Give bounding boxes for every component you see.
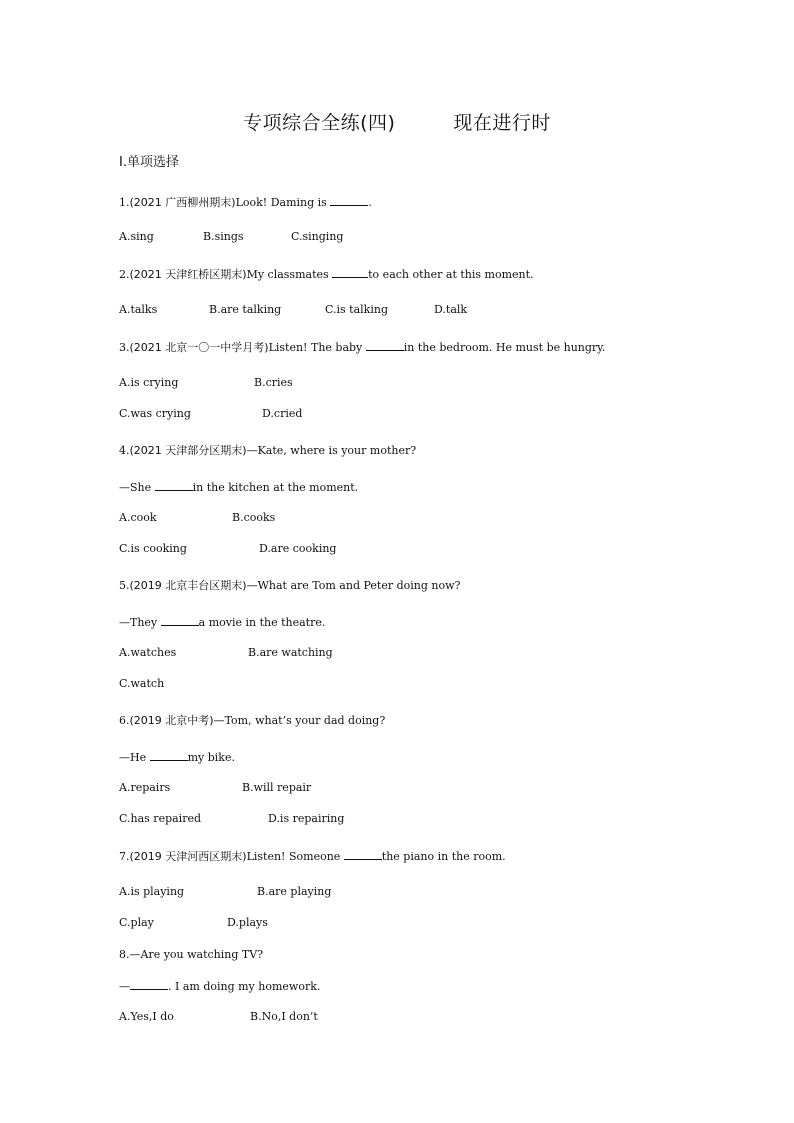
question-text: —Kate, where is your mother?	[246, 444, 417, 457]
question-text: My classmates	[246, 268, 333, 281]
option-d[interactable]: D.are cooking	[259, 542, 337, 555]
option-c[interactable]: C.is talking	[325, 303, 388, 316]
question-text: —What are Tom and Peter doing now?	[246, 579, 461, 592]
question-text: —	[119, 980, 130, 993]
question-text: Listen! The baby	[268, 341, 366, 354]
option-c[interactable]: C.watch	[119, 677, 165, 690]
question-source: (2019 北京丰台区期末)	[129, 579, 247, 592]
question-number: 6.	[119, 714, 130, 727]
question-3-stem	[119, 340, 605, 355]
answer-blank[interactable]	[130, 979, 168, 990]
question-8-stem	[119, 948, 263, 962]
question-text: a movie in the theatre.	[198, 616, 326, 629]
question-text: —He	[119, 751, 150, 764]
question-text: my bike.	[187, 751, 235, 764]
question-source: (2019 北京中考)	[129, 714, 214, 727]
question-number: 4.	[119, 444, 130, 457]
question-number: 1.	[119, 196, 130, 209]
question-text: —Are you watching TV?	[129, 948, 264, 961]
option-b[interactable]: B.are playing	[257, 885, 332, 898]
answer-blank[interactable]	[366, 340, 404, 351]
option-b[interactable]: B.are watching	[248, 646, 333, 659]
option-b[interactable]: B.cooks	[232, 511, 276, 524]
answer-blank[interactable]	[161, 615, 199, 626]
title-main: 专项综合全练(四)	[243, 112, 396, 134]
page-title	[0, 108, 794, 135]
option-b[interactable]: B.No,I don’t	[250, 1010, 318, 1023]
question-number: 7.	[119, 850, 130, 863]
question-text: Look! Daming is	[235, 196, 331, 209]
question-6-line2	[119, 750, 235, 765]
question-text: Listen! Someone	[246, 850, 344, 863]
question-1-stem	[119, 195, 372, 210]
option-b[interactable]: B.sings	[203, 230, 244, 243]
question-2-stem	[119, 267, 534, 282]
option-a[interactable]: A.talks	[119, 303, 158, 316]
answer-blank[interactable]	[330, 195, 368, 206]
question-source: (2021 广西柳州期末)	[129, 196, 236, 209]
option-d[interactable]: D.cried	[262, 407, 303, 420]
question-5-stem	[119, 579, 460, 593]
question-text: the piano in the room.	[381, 850, 506, 863]
option-b[interactable]: B.are talking	[209, 303, 282, 316]
option-d[interactable]: D.plays	[227, 916, 268, 929]
option-d[interactable]: D.is repairing	[268, 812, 345, 825]
question-4-stem	[119, 444, 416, 458]
option-a[interactable]: A.cook	[119, 511, 157, 524]
option-c[interactable]: C.is cooking	[119, 542, 187, 555]
option-a[interactable]: A.sing	[119, 230, 154, 243]
question-8-line2	[119, 979, 320, 994]
option-a[interactable]: A.watches	[119, 646, 177, 659]
question-source: (2021 天津部分区期末)	[129, 444, 247, 457]
question-text: in the bedroom. He must be hungry.	[403, 341, 606, 354]
question-4-line2	[119, 480, 358, 495]
answer-blank[interactable]	[155, 480, 193, 491]
question-number: 3.	[119, 341, 130, 354]
question-number: 8.	[119, 948, 130, 961]
question-text: .	[368, 196, 372, 209]
question-text: —Tom, what’s your dad doing?	[213, 714, 386, 727]
question-source: (2019 天津河西区期末)	[129, 850, 247, 863]
section-heading: Ⅰ.单项选择	[119, 155, 179, 170]
answer-blank[interactable]	[344, 849, 382, 860]
answer-blank[interactable]	[332, 267, 368, 278]
question-text: —She	[119, 481, 155, 494]
question-text: —They	[119, 616, 161, 629]
option-c[interactable]: C.singing	[291, 230, 344, 243]
question-text: . I am doing my homework.	[168, 980, 321, 993]
option-a[interactable]: A.is crying	[119, 376, 179, 389]
option-d[interactable]: D.talk	[434, 303, 468, 316]
option-c[interactable]: C.was crying	[119, 407, 191, 420]
question-number: 5.	[119, 579, 130, 592]
answer-blank[interactable]	[150, 750, 188, 761]
question-5-line2	[119, 615, 325, 630]
option-b[interactable]: B.will repair	[242, 781, 312, 794]
option-c[interactable]: C.has repaired	[119, 812, 202, 825]
option-a[interactable]: A.repairs	[119, 781, 171, 794]
question-6-stem	[119, 714, 385, 728]
question-source: (2021 北京一〇一中学月考)	[129, 341, 269, 354]
option-b[interactable]: B.cries	[254, 376, 293, 389]
question-text: to each other at this moment.	[368, 268, 534, 281]
option-a[interactable]: A.is playing	[119, 885, 185, 898]
question-source: (2021 天津红桥区期末)	[129, 268, 247, 281]
question-number: 2.	[119, 268, 130, 281]
option-c[interactable]: C.play	[119, 916, 154, 929]
title-topic: 现在进行时	[453, 112, 551, 134]
option-a[interactable]: A.Yes,I do	[119, 1010, 174, 1023]
question-text: in the kitchen at the moment.	[192, 481, 359, 494]
question-7-stem	[119, 849, 506, 864]
